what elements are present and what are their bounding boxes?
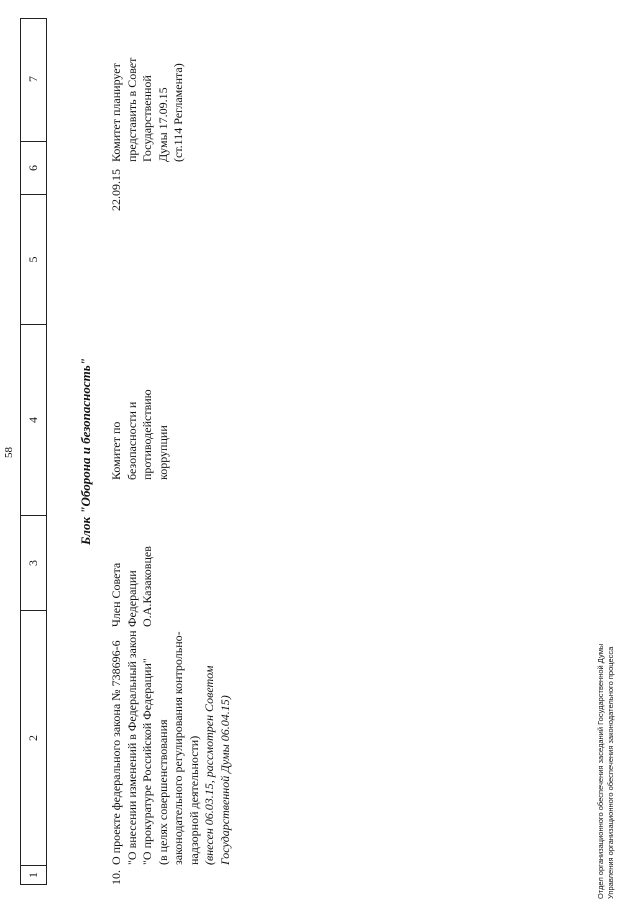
committee-line: коррупции <box>155 425 170 480</box>
bill-title <box>109 630 233 865</box>
bill-note-line: Государственной Думы 06.04.15) <box>217 695 232 865</box>
bill-title-line: "О внесении изменений в Федеральный закон <box>124 630 139 865</box>
bill-title-line: надзорной деятельности) <box>186 735 201 865</box>
bill-title-line: О проекте федерального закона № 738696-6 <box>109 640 123 865</box>
header-col-2: 2 <box>21 611 46 866</box>
header-col-3: 3 <box>21 516 46 611</box>
page-number: 58 <box>3 447 15 458</box>
committee-line: Комитет по <box>109 421 123 480</box>
block-title: Блок "Оборона и безопасность" <box>78 358 93 545</box>
row-number: 10. <box>109 870 123 885</box>
header-col-4: 4 <box>21 325 46 516</box>
header-col-7: 7 <box>21 17 46 142</box>
note-line: (ст.114 Регламента) <box>171 63 185 162</box>
committee-line: безопасности и <box>124 401 139 480</box>
footer-line: Отдел организационного обеспечения заседаний Государственной Думы <box>596 643 605 899</box>
bill-title-line: законодательного регулирования контрольно- <box>171 631 185 865</box>
header-col-5: 5 <box>21 195 46 325</box>
page-footer <box>596 644 616 899</box>
bill-note-line: (внесен 06.03.15, рассмотрен Советом <box>202 665 216 865</box>
author-line: Федерации <box>124 570 139 627</box>
table-header-row <box>20 18 47 885</box>
responsible-committee <box>109 389 171 480</box>
author-line: О.А.Казаковцев <box>140 546 154 627</box>
note-line: Комитет планирует <box>109 63 123 162</box>
footer-line: Управления организационного обеспечения законодательного процесса <box>606 646 615 899</box>
bill-title-line: "О прокуратуре Российской Федерации" <box>140 658 154 865</box>
note-line: Государственной <box>140 75 154 162</box>
review-date: 22.09.15 <box>109 169 123 211</box>
author-line: Член Совета <box>109 562 123 627</box>
row-note <box>109 58 187 162</box>
bill-title-line: (в целях совершенствования <box>155 719 170 865</box>
note-line: представить в Совет <box>124 57 139 162</box>
header-col-6: 6 <box>21 142 46 195</box>
header-col-1: 1 <box>26 872 40 878</box>
note-line: Думы 17.09.15 <box>155 87 170 162</box>
committee-line: противодействию <box>140 389 154 480</box>
bill-author <box>109 546 156 627</box>
